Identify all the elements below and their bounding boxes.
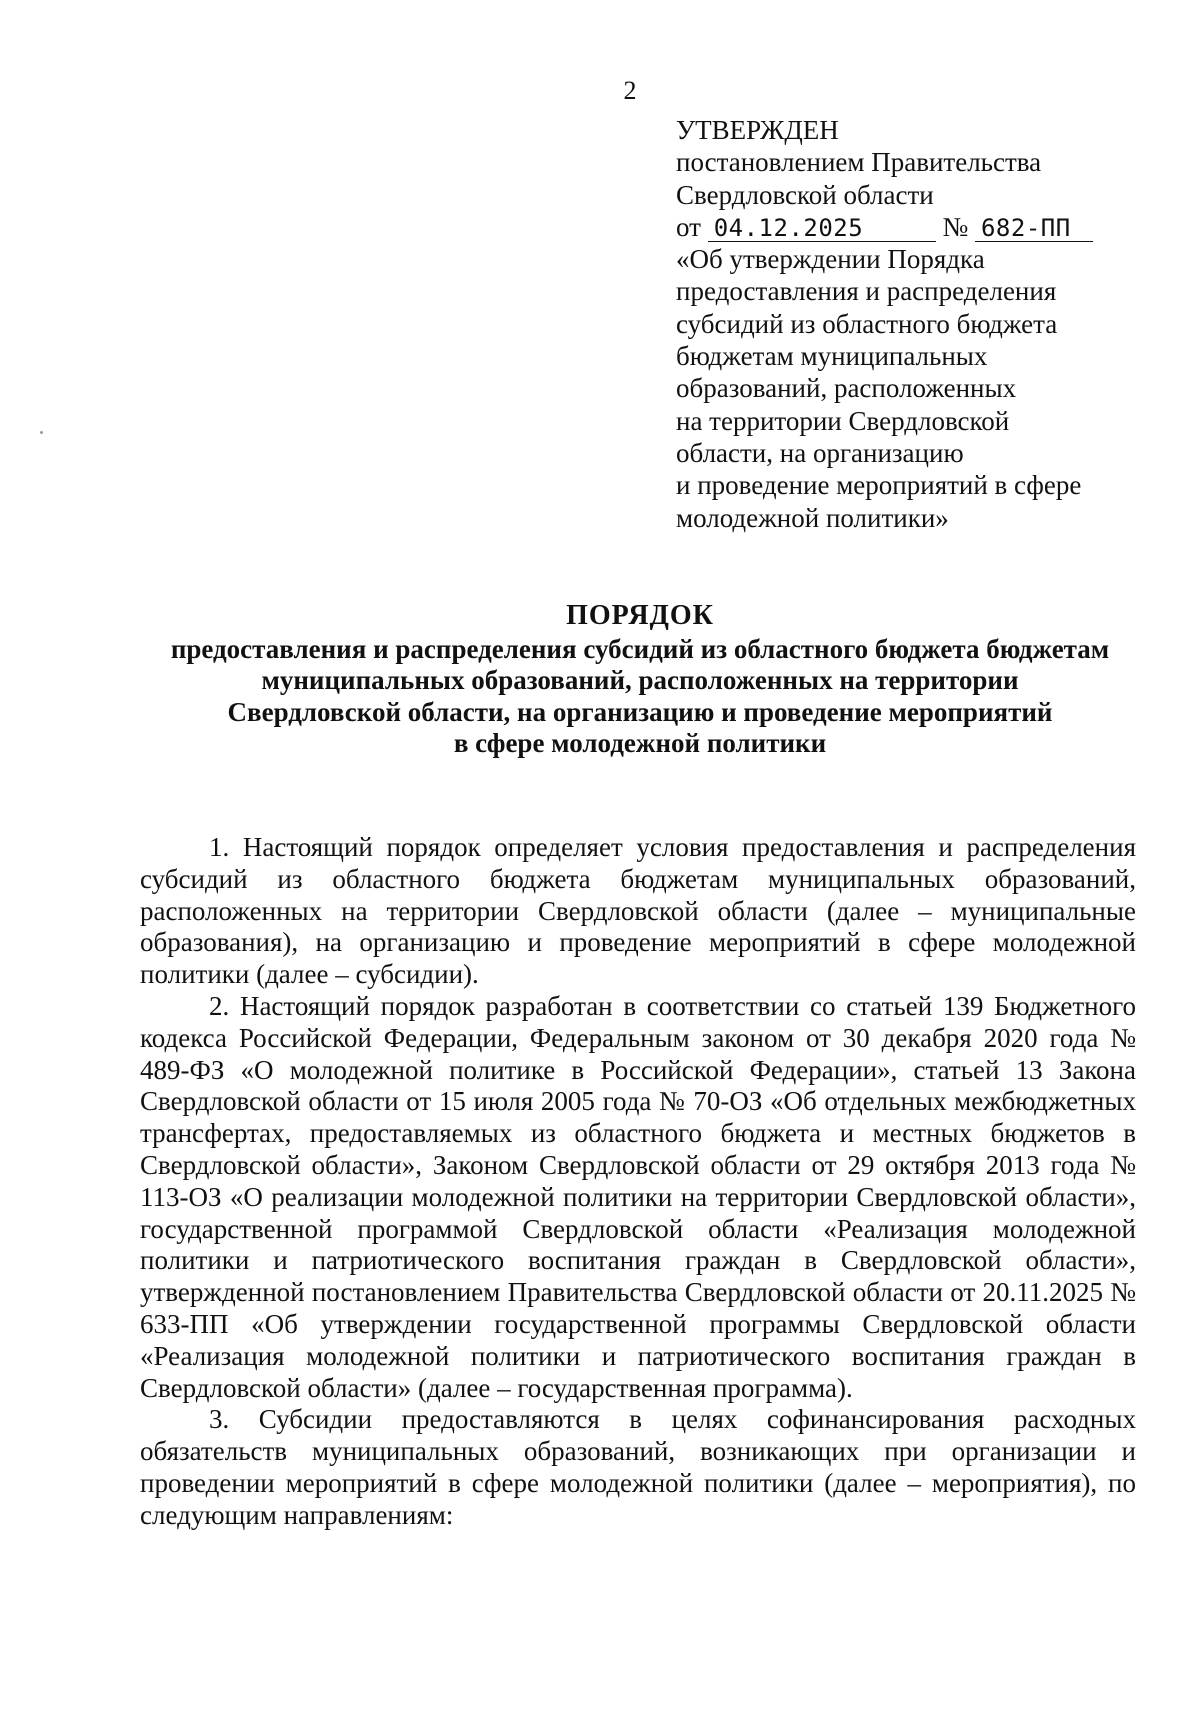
document-title-line: Свердловской области, на организацию и проведение мероприятий: [227, 696, 1053, 727]
approval-title-line: предоставления и распределения: [676, 276, 1057, 307]
approval-date-number-line: [676, 211, 1146, 243]
document-title-line: в сфере молодежной политики: [453, 728, 827, 758]
scan-margin-dot: [40, 431, 43, 434]
page-number: 2: [623, 76, 637, 105]
approval-line-2: Свердловской области: [676, 179, 934, 210]
approval-number: 682-ПП: [975, 215, 1093, 242]
approval-stamp-block: [676, 114, 1146, 534]
document-body: [140, 832, 1136, 1532]
document-heading: ПОРЯДОК: [566, 600, 714, 631]
approval-title-line: и проведение мероприятий в сфере: [676, 470, 1082, 501]
approval-title-line: области, на организацию: [676, 437, 964, 468]
number-label: №: [942, 211, 969, 242]
document-title-line: предоставления и распределения субсидий из областного бюджета бюджетам: [170, 633, 1110, 664]
document-title-line: муниципальных образований, расположенных на территории: [261, 665, 1019, 695]
paragraph-1: 1. Настоящий порядок определяет условия предоставления и распределения субсидий из областного бюджета бюджетам муниципальных образований, расположенных на территории Свердловской области (далее – муниципальные образования), на организацию и проведение мероприятий в сфере молодежной политики (далее – субсидии).: [140, 832, 1136, 990]
approval-title-line: бюджетам муниципальных: [676, 341, 988, 372]
approval-title-line: субсидий из областного бюджета: [676, 308, 1058, 339]
approval-title-line: молодежной политики»: [676, 502, 949, 533]
approval-title-line: «Об утверждении Порядка: [676, 244, 985, 275]
from-label: от: [676, 211, 701, 242]
approval-heading: УТВЕРЖДЕН: [676, 115, 839, 145]
document-title: [140, 600, 1140, 760]
approval-title-line: на территории Свердловской: [676, 405, 1010, 436]
approval-date: 04.12.2025: [708, 215, 936, 242]
approval-line-1: постановлением Правительства: [676, 147, 1042, 178]
paragraph-2: 2. Настоящий порядок разработан в соответствии со статьей 139 Бюджетного кодекса Российской Федерации, Федеральным законом от 30 декабря 2020 года № 489-ФЗ «О молодежной политике в Российской Федерации», статьей 13 Закона Свердловской области от 15 июля 2005 года № 70-ОЗ «Об отдельных межбюджетных трансфертах, предоставляемых из областного бюджета и местных бюджетов в Свердловской области», Законом Свердловской области от 29 октября 2013 года № 113-ОЗ «О реализации молодежной политики на территории Свердловской области», государственной программой Свердловской области «Реализация молодежной политики и патриотического воспитания граждан в Свердловской области», утвержденной постановлением Правительства Свердловской области от 20.11.2025 № 633-ПП «Об утверждении государственной программы Свердловской области «Реализация молодежной политики и патриотического воспитания граждан в Свердловской области» (далее – государственная программа).: [140, 990, 1136, 1403]
paragraph-3: 3. Субсидии предоставляются в целях софинансирования расходных обязательств муниципальных образований, возникающих при организации и проведении мероприятий в сфере молодежной политики (далее – мероприятия), по следующим направлениям:: [140, 1404, 1136, 1530]
approval-title-line: образований, расположенных: [676, 373, 1017, 404]
